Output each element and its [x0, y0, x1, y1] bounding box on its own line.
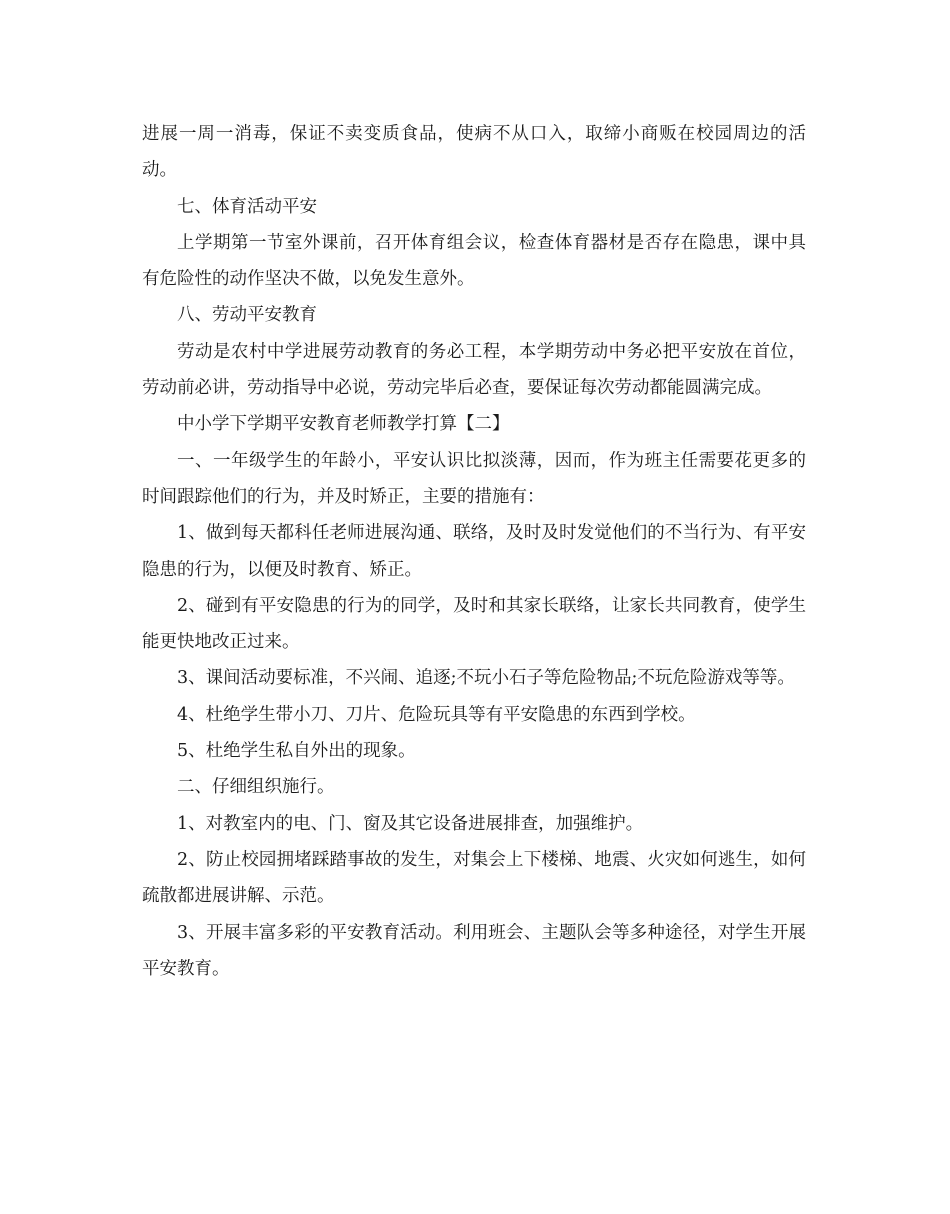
- paragraph-continuation: 进展一周一消毒，保证不卖变质食品，使病不从口入，取缔小商贩在校园周边的活动。: [142, 124, 806, 181]
- organize-item-3: 3、开展丰富多彩的平安教育活动。利用班会、主题队会等多种途径，对学生开展平安教育。: [142, 922, 806, 979]
- organize-item-2: 2、防止校园拥堵踩踏事故的发生，对集会上下楼梯、地震、火灾如何逃生，如何疏散都进展讲解、示范。: [142, 849, 806, 907]
- section-heading-sports-safety: 七、体育活动平安: [177, 196, 317, 217]
- list-item-3: 3、课间活动要标准，不兴闹、追逐;不玩小石子等危险物品;不玩危险游戏等等。: [177, 668, 795, 689]
- paragraph-grade-one-intro: 一、一年级学生的年龄小，平安认识比拟淡薄，因而，作为班主任需要花更多的时间跟踪他们的行为，并及时矫正，主要的措施有：: [142, 450, 806, 507]
- list-item-2: 2、碰到有平安隐患的行为的同学，及时和其家长联络，让家长共同教育，使学生能更快地改正过来。: [142, 595, 806, 653]
- document-page: [142, 116, 806, 987]
- paragraph-labor-safety: 劳动是农村中学进展劳动教育的务必工程，本学期劳动中务必把平安放在首位，劳动前必讲，劳动指导中必说，劳动完毕后必查，要保证每次劳动都能圆满完成。: [142, 341, 806, 399]
- document-title-part-two: 中小学下学期平安教育老师教学打算【二】: [177, 414, 510, 435]
- list-item-5: 5、杜绝学生私自外出的现象。: [177, 741, 416, 762]
- section-heading-labor-safety: 八、劳动平安教育: [177, 305, 317, 326]
- organize-item-1: 1、对教室内的电、门、窗及其它设备进展排查，加强维护。: [177, 813, 644, 834]
- section-heading-organize: 二、仔细组织施行。: [177, 777, 335, 798]
- paragraph-sports-safety: 上学期第一节室外课前，召开体育组会议，检查体育器材是否存在隐患，课中具有危险性的动作坚决不做，以免发生意外。: [142, 232, 806, 290]
- list-item-4: 4、杜绝学生带小刀、刀片、危险玩具等有平安隐患的东西到学校。: [177, 704, 696, 725]
- list-item-1: 1、做到每天都科任老师进展沟通、联络，及时及时发觉他们的不当行为、有平安隐患的行为，以便及时教育、矫正。: [142, 523, 806, 580]
